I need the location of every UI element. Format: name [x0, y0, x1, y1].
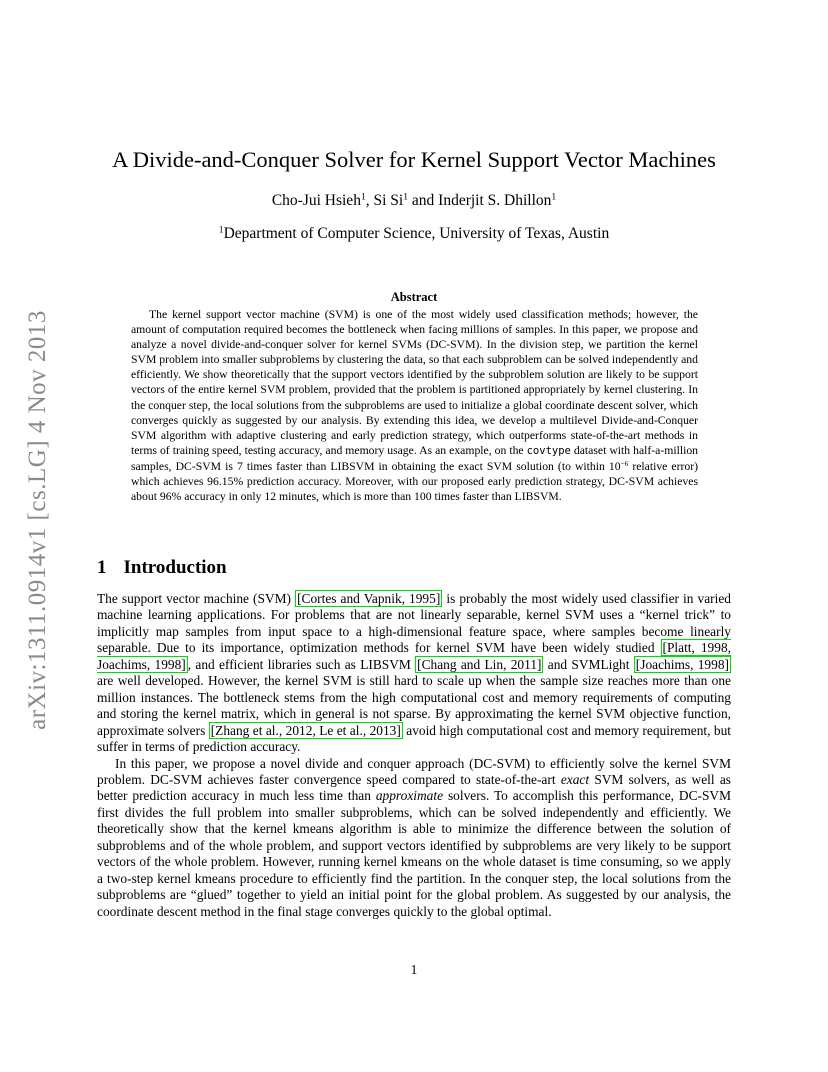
author-name: Inderjit S. Dhillon — [438, 192, 552, 209]
paragraph-text: , and efficient libraries such as LIBSVM — [187, 656, 416, 672]
abstract-heading: Abstract — [390, 290, 438, 304]
section-heading — [97, 556, 227, 580]
abstract-body — [131, 307, 698, 504]
paragraph-text: The support vector machine (SVM) — [97, 591, 296, 606]
arxiv-identifier-text: arXiv:1311.0914v1 [cs.LG] 4 Nov 2013 — [24, 310, 52, 730]
paragraph — [97, 756, 731, 921]
paragraph-text: SVM solvers, as well as better prediction accuracy in much less time than — [97, 771, 731, 804]
citation-link[interactable]: [Joachims, 1998] — [635, 656, 729, 672]
section-title: Introduction — [123, 557, 227, 578]
page-number: 1 — [410, 962, 418, 977]
author-name: Cho-Jui Hsieh — [271, 192, 361, 209]
author-name: Si Si — [373, 192, 404, 209]
affiliation-marker: 1 — [360, 191, 366, 203]
paragraph — [97, 591, 731, 756]
abstract-text: relative error) which achieves 96.15% prediction accuracy. Moreover, with our proposed early prediction strategy, DC-SVM achieves about 96% accuracy in only 12 minutes, which is more than 100 times faster than LIBSVM. — [131, 459, 698, 504]
abstract-text: The kernel support vector machine (SVM) is one of the most widely used classification methods; however, the amount of computation required becomes the bottleneck when facing millions of samples. In this paper, we propose and analyze a novel divide-and-conquer solver for kernel SVMs (DC-SVM). In the division step, we partition the kernel SVM problem into smaller subproblems by clustering the data, so that each subproblem can be solved independently and efficiently. We show theoretically that the support vectors identified by the subproblem solution are likely to be support vectors of the entire kernel SVM problem, provided that the problem is partitioned appropriately by kernel clustering. In the conquer step, the local solutions from the subproblems are used to initialize a global coordinate descent solver, which converges quickly as suggested by our analysis. By extending this idea, we develop a multilevel Divide-and-Conquer SVM algorithm with adaptive clustering and early prediction strategy, which outperforms state-of-the-art methods in terms of training speed, testing accuracy, and memory usage. As an example, on the — [131, 308, 698, 457]
affiliation-marker: 1 — [403, 191, 409, 203]
emphasis: approximate — [375, 788, 444, 804]
paragraph-text: is probably the most widely used classifier in varied machine learning applications. For problems that are not linearly separable, kernel SVM uses a “kernel trick” to implicitly map samples from input space to a high-dimensional feature space, where samples become linearly separable. Due to its importance, optimization methods for kernel SVM have been widely studied — [97, 591, 731, 656]
affiliation-marker: 1 — [551, 191, 557, 203]
author-separator: , — [365, 192, 374, 209]
paragraph-text: In this paper, we propose a novel divide and conquer approach (DC-SVM) to efficiently solve the kernel SVM problem. DC-SVM achieves faster convergence speed compared to state-of-the-art — [97, 755, 731, 787]
paragraph-text: avoid high computational cost and memory requirement, but suffer in terms of prediction accuracy. — [97, 722, 731, 755]
introduction-body — [97, 591, 731, 920]
citation-link[interactable]: [Chang and Lin, 2011] — [417, 656, 542, 672]
paragraph-text: solvers. To accomplish this performance, DC-SVM first divides the full problem into smaller subproblems, which can be solved independently and efficiently. We theoretically show that the kernel kmeans algorithm is able to minimize the difference between the solution of subproblems and of the whole problem, and support vectors identified by subproblems are very likely to be support vectors of the whole problem. However, running kernel kmeans on the whole dataset is time consuming, so we apply a two-step kernel kmeans procedure to efficiently find the partition. In the conquer step, the local solutions from the subproblems are “glued” together to yield an initial point for the global problem. As suggested by our analysis, the coordinate descent method in the final stage converges quickly to the global optimal. — [97, 788, 731, 919]
emphasis: exact — [560, 771, 590, 787]
dataset-name: covtype — [526, 444, 571, 457]
section-number: 1 — [97, 557, 107, 578]
author-separator: and — [408, 192, 439, 209]
affiliation-text: Department of Computer Science, University of Texas, Austin — [223, 225, 610, 242]
arxiv-identifier-stamp — [16, 300, 60, 740]
citation-link[interactable]: [Zhang et al., 2012, Le et al., 2013] — [210, 722, 401, 738]
exponent: −6 — [620, 459, 629, 468]
affiliation — [60, 224, 768, 244]
abstract-text: dataset with half-a-million samples, DC-SVM is 7 times faster than LIBSVM in obtaining the exact SVM solution (to within 10 — [131, 443, 699, 473]
citation-link[interactable]: [Platt, 1998, Joachims, 1998] — [97, 640, 731, 672]
citation-link[interactable]: [Cortes and Vapnik, 1995] — [297, 591, 441, 606]
paragraph-text: and SVMLight — [543, 656, 634, 672]
paper-title: A Divide-and-Conquer Solver for Kernel Support Vector Machines — [112, 147, 716, 172]
paragraph-text: are well developed. However, the kernel SVM is still hard to scale up when the sample size reaches more than one million instances. The bottleneck stems from the high computational cost and memory requirements of computing and storing the kernel matrix, which in general is not sparse. By approximating the kernel SVM objective function, approximate solvers — [97, 673, 731, 738]
affiliation-marker: 1 — [218, 224, 224, 236]
author-list — [60, 191, 768, 211]
